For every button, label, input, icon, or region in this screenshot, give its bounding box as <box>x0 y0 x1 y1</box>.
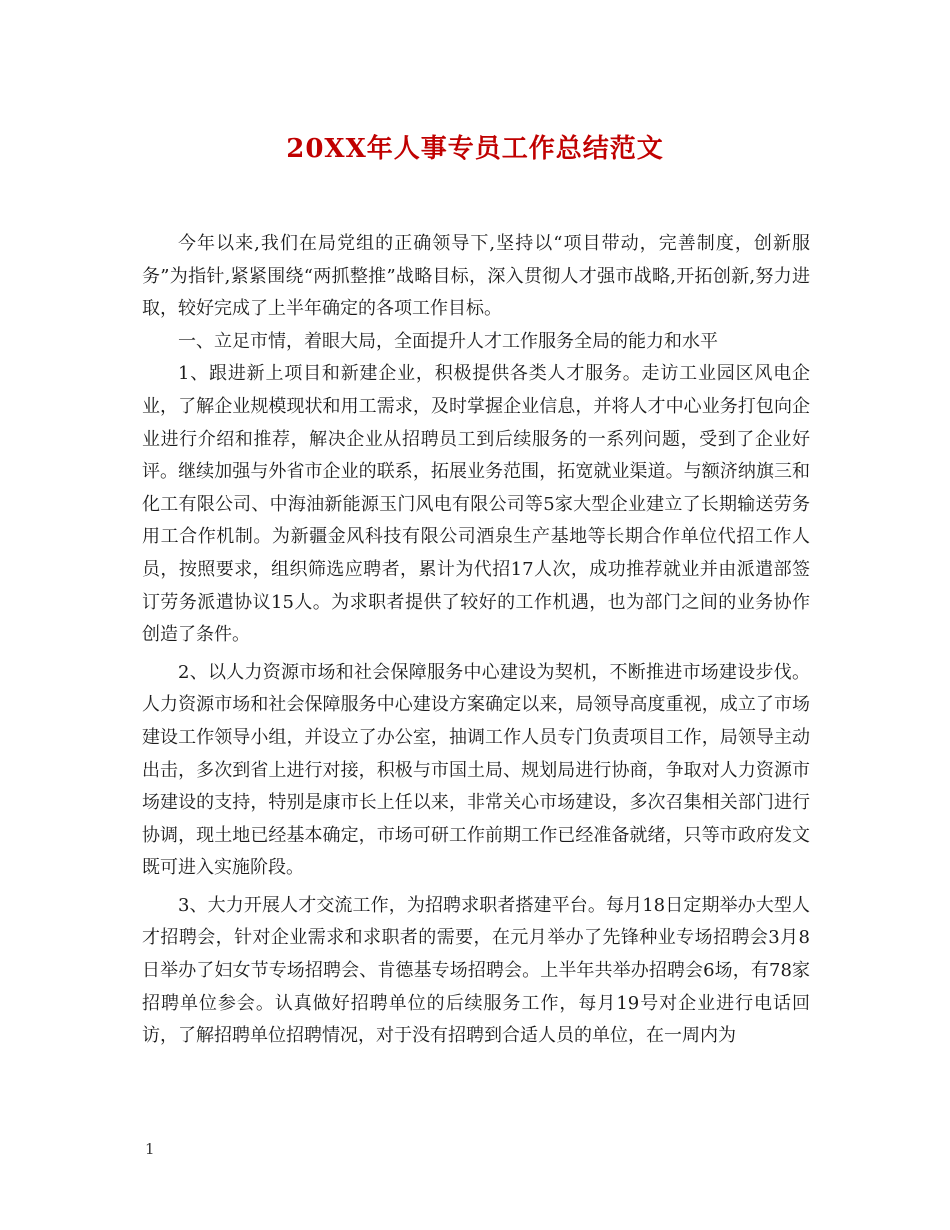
paragraph-section-heading: 一、立足市情，着眼大局，全面提升人才工作服务全局的能力和水平 <box>178 330 718 352</box>
document-body <box>142 228 810 1053</box>
paragraph-intro: 今年以来,我们在局党组的正确领导下,坚持以“项目带动，完善制度，创新服务”为指针,紧紧围绕“两抓整推”战略目标，深入贯彻人才强市战略,开拓创新,努力进取，较好完成了上半年确定的各项工作目标。 <box>142 233 810 320</box>
paragraph-item-1: 1、跟进新上项目和新建企业，积极提供各类人才服务。走访工业园区风电企业，了解企业规模现状和用工需求，及时掌握企业信息，并将人才中心业务打包向企业进行介绍和推荐，解决企业从招聘员工到后续服务的一系列问题，受到了企业好评。继续加强与外省市企业的联系，拓展业务范围，拓宽就业渠道。与额济纳旗三和化工有限公司、中海油新能源玉门风电有限公司等5家大型企业建立了长期输送劳务用工合作机制。为新疆金风科技有限公司酒泉生产基地等长期合作单位代招工作人员，按照要求，组织筛选应聘者，累计为代招17人次，成功推荐就业并由派遣部签订劳务派遣协议15人。为求职者提供了较好的工作机遇，也为部门之间的业务协作创造了条件。 <box>142 363 810 646</box>
document-title: 20XX年人事专员工作总结范文 <box>286 134 664 164</box>
page-number: 1 <box>145 1140 155 1158</box>
paragraph-item-2: 2、以人力资源市场和社会保障服务中心建设为契机，不断推进市场建设步伐。人力资源市场和社会保障服务中心建设方案确定以来，局领导高度重视，成立了市场建设工作领导小组，并设立了办公室，抽调工作人员专门负责项目工作，局领导主动出击，多次到省上进行对接，积极与市国土局、规划局进行协商，争取对人力资源市场建设的支持，特别是康市长上任以来，非常关心市场建设，多次召集相关部门进行协调，现土地已经基本确定，市场可研工作前期工作已经准备就绪，只等市政府发文既可进入实施阶段。 <box>142 661 810 879</box>
paragraph-item-3: 3、大力开展人才交流工作，为招聘求职者搭建平台。每月18日定期举办大型人才招聘会，针对企业需求和求职者的需要，在元月举办了先锋种业专场招聘会3月8日举办了妇女节专场招聘会、肯德基专场招聘会。上半年共举办招聘会6场，有78家招聘单位参会。认真做好招聘单位的后续服务工作，每月19号对企业进行电话回访，了解招聘单位招聘情况，对于没有招聘到合适人员的单位，在一周内为 <box>142 894 810 1047</box>
